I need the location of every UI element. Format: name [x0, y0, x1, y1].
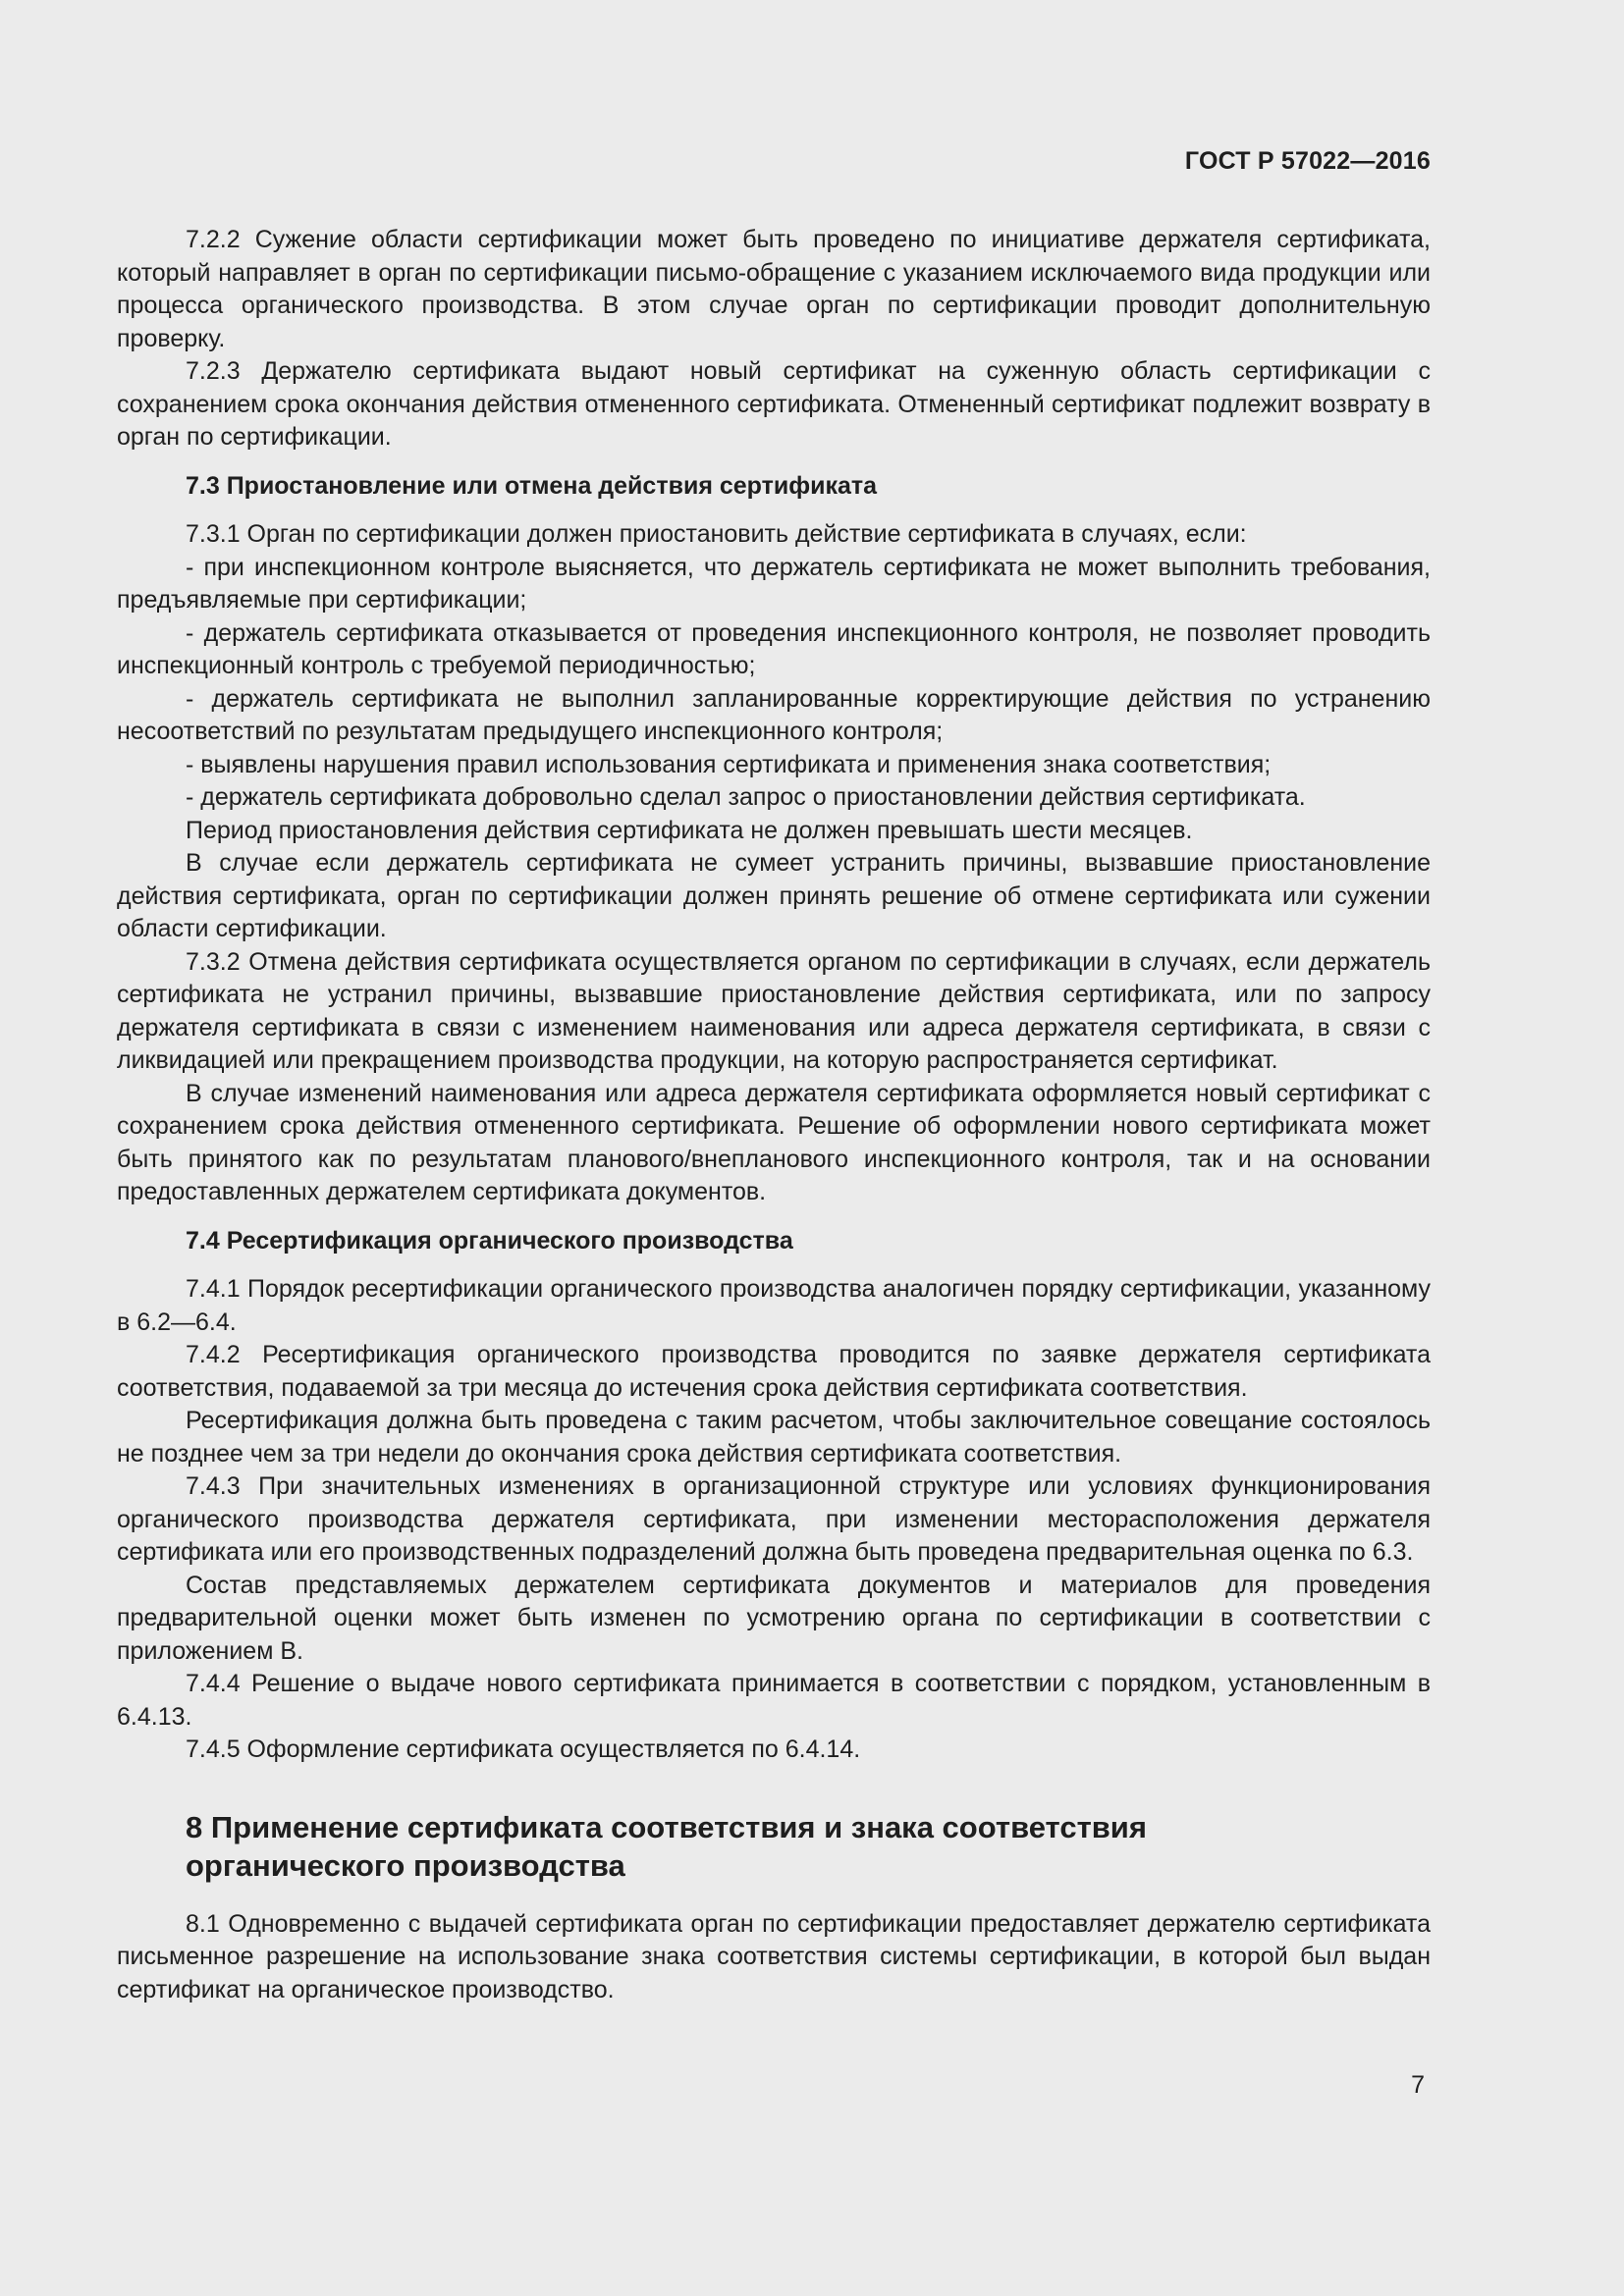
list-item: - держатель сертификата отказывается от проведения инспекционного контроля, не позволяет проводить инспекционный контроль с требуемой периодичностью; [117, 618, 1431, 679]
section-heading-7-4: 7.4 Ресертификация органического производства [186, 1226, 793, 1255]
paragraph-documents-composition: Состав представляемых держателем сертификата документов и материалов для проведения предварительной оценки может быть изменен по усмотрению органа по сертификации в соответствии с приложением В. [117, 1571, 1431, 1665]
paragraph-failure-case: В случае если держатель сертификата не сумеет устранить причины, вызвавшие приостановление действия сертификата, орган по сертификации должен принять решение об отмене сертификата или сужении области сертификации. [117, 849, 1431, 942]
paragraph-7-4-1: 7.4.1 Порядок ресертификации органического производства аналогичен порядку сертификации, указанному в 6.2—6.4. [117, 1275, 1431, 1336]
paragraph-7-4-4: 7.4.4 Решение о выдаче нового сертификата принимается в соответствии с порядком, установленным в 6.4.13. [117, 1670, 1431, 1731]
list-item: - выявлены нарушения правил использования сертификата и применения знака соответствия; [186, 750, 1272, 778]
paragraph-7-2-3: 7.2.3 Держателю сертификата выдают новый сертификат на суженную область сертификации с сохранением срока окончания действия отмененного сертификата. Отмененный сертификат подлежит возврату в орган по сертификации. [117, 357, 1431, 451]
document-page [117, 0, 1431, 2296]
section-heading-7-3: 7.3 Приостановление или отмена действия сертификата [186, 471, 878, 500]
paragraph-7-4-2: 7.4.2 Ресертификация органического производства проводится по заявке держателя сертификата соответствия, подаваемой за три месяца до истечения срока действия сертификата соответствия. [117, 1341, 1431, 1402]
list-item: - держатель сертификата добровольно сделал запрос о приостановлении действия сертификата. [186, 783, 1306, 811]
document-body [117, 224, 1431, 2006]
paragraph-name-change: В случае изменений наименования или адреса держателя сертификата оформляется новый сертификат с сохранением срока действия отмененного сертификата. Решение об оформлении нового сертификата может быть принятого как по результатам планового/внепланового инспекционного контроля, так и на основании предоставленных держателем сертификата документов. [117, 1079, 1431, 1205]
paragraph-8-1: 8.1 Одновременно с выдачей сертификата орган по сертификации предоставляет держателю сертификата письменное разрешение на использование знака соответствия системы сертификации, в которой был выдан сертификат на органическое производство. [117, 1909, 1431, 2003]
paragraph-7-2-2: 7.2.2 Сужение области сертификации может быть проведено по инициативе держателя сертификата, который направляет в орган по сертификации письмо-обращение с указанием исключаемого вида продукции или процесса органического производства. В этом случае орган по сертификации проводит дополнительную проверку. [117, 226, 1431, 352]
paragraph-7-4-5: 7.4.5 Оформление сертификата осуществляется по 6.4.14. [186, 1735, 861, 1763]
list-item: - при инспекционном контроле выясняется, что держатель сертификата не может выполнить требования, предъявляемые при сертификации; [117, 553, 1431, 614]
paragraph-7-4-3: 7.4.3 При значительных изменениях в организационной структуре или условиях функционирования органического производства держателя сертификата, при изменении месторасположения держателя сертификата или его производственных подразделений должна быть проведена предварительная оценка по 6.3. [117, 1472, 1431, 1566]
paragraph-recertification-timing: Ресертификация должна быть проведена с таким расчетом, чтобы заключительное совещание состоялось не позднее чем за три недели до окончания срока действия сертификата соответствия. [117, 1407, 1431, 1468]
section-heading-8-line-2: органического производства [186, 1847, 625, 1883]
list-item: - держатель сертификата не выполнил запланированные корректирующие действия по устранению несоответствий по результатам предыдущего инспекционного контроля; [117, 684, 1431, 745]
standard-code-header: ГОСТ Р 57022—2016 [1184, 147, 1431, 175]
paragraph-suspension-period: Период приостановления действия сертификата не должен превышать шести месяцев. [186, 816, 1193, 844]
section-heading-8-line-1: 8 Применение сертификата соответствия и знака соответствия [186, 1809, 1147, 1844]
page-number: 7 [1411, 2071, 1425, 2099]
paragraph-7-3-1: 7.3.1 Орган по сертификации должен приостановить действие сертификата в случаях, если: [186, 520, 1247, 548]
paragraph-7-3-2: 7.3.2 Отмена действия сертификата осуществляется органом по сертификации в случаях, если держатель сертификата не устранил причины, вызвавшие приостановление действия сертификата, или по запросу держателя сертификата в связи с изменением наименования или адреса держателя сертификата, в связи с ликвидацией или прекращением производства продукции, на которую распространяется сертификат. [117, 947, 1431, 1074]
section-heading-8 [117, 1808, 1431, 1885]
